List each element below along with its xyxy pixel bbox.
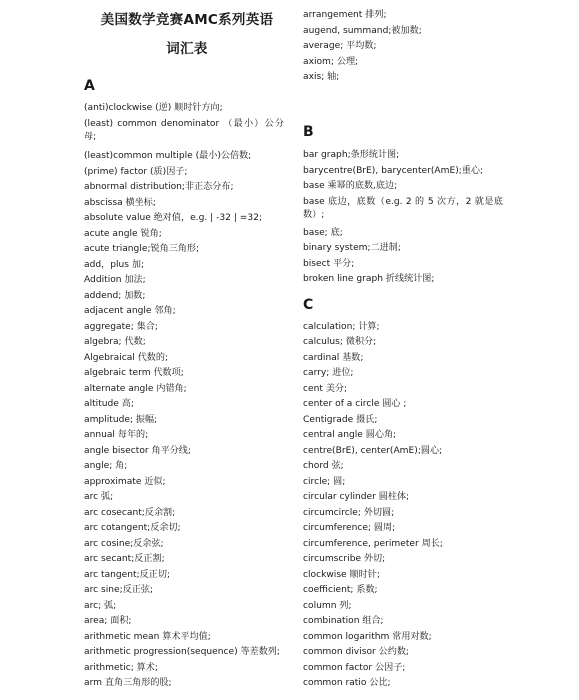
vocab-entry: (anti)clockwise (逆) 顺时针方向; xyxy=(84,103,223,113)
vocab-entry: altitude 高; xyxy=(84,399,134,409)
vocab-entry: circular cylinder 圆柱体; xyxy=(303,492,410,502)
vocab-entry: arc secant;反正割; xyxy=(84,554,165,564)
document-title: 美国数学竞赛AMC系列英语 xyxy=(100,12,274,28)
vocab-entry: base 乘幂的底数,底边; xyxy=(303,181,398,191)
vocab-entry: (least) common denominator （最小）公分母; xyxy=(84,119,284,142)
vocab-entry: calculus; 微积分; xyxy=(303,337,377,347)
vocab-entry: algebraic term 代数项; xyxy=(84,368,184,378)
document-title-line-2: 词汇表 xyxy=(166,41,208,57)
vocab-entry: (prime) factor (质)因子; xyxy=(84,167,188,177)
vocab-entry: circumference; 圆周; xyxy=(303,523,396,533)
vocab-entry: add，plus 加; xyxy=(84,260,145,270)
vocab-entry: (least)common multiple (最小)公倍数; xyxy=(84,151,252,161)
vocab-entry: column 列; xyxy=(303,601,352,611)
vocab-entry: algebra; 代数; xyxy=(84,337,146,347)
vocab-entry: addend; 加数; xyxy=(84,291,146,301)
vocab-entry: common factor 公因子; xyxy=(303,663,406,673)
vocab-entry: bisect 平分; xyxy=(303,259,355,269)
vocab-entry: binary system;二进制; xyxy=(303,243,401,253)
vocab-entry: arithmetic mean 算术平均值; xyxy=(84,632,211,642)
vocab-entry: acute angle 锐角; xyxy=(84,229,162,239)
vocab-entry: circumference, perimeter 周长; xyxy=(303,539,443,549)
vocab-entry: acute triangle;锐角三角形; xyxy=(84,244,200,254)
vocab-entry: adjacent angle 邻角; xyxy=(84,306,176,316)
vocab-entry: arc tangent;反正切; xyxy=(84,570,171,580)
vocab-entry: common ratio 公比; xyxy=(303,678,391,688)
vocab-entry: augend, summand;被加数; xyxy=(303,26,422,36)
vocab-entry: annual 每年的; xyxy=(84,430,149,440)
vocab-entry: base 底边，底数（e.g. 2 的 5 次方，2 就是底数）; xyxy=(303,197,503,220)
section-heading-c: C xyxy=(303,297,314,313)
vocab-entry: cent 美分; xyxy=(303,384,348,394)
vocab-entry: Addition 加法; xyxy=(84,275,146,285)
vocab-entry: circumscribe 外切; xyxy=(303,554,386,564)
vocab-entry: bar graph;条形统计图; xyxy=(303,150,400,160)
vocab-entry: absolute value 绝对值，e.g. | -32 | =32; xyxy=(84,213,263,223)
vocab-entry: arc; 弧; xyxy=(84,601,117,611)
vocab-entry: Centigrade 摄氏; xyxy=(303,415,378,425)
vocab-entry: amplitude; 振幅; xyxy=(84,415,158,425)
vocab-entry: clockwise 顺时针; xyxy=(303,570,380,580)
vocab-entry: angle bisector 角平分线; xyxy=(84,446,191,456)
vocab-entry: chord 弦; xyxy=(303,461,344,471)
vocab-entry: common divisor 公约数; xyxy=(303,647,409,657)
vocab-entry: area; 面积; xyxy=(84,616,132,626)
vocab-entry: angle; 角; xyxy=(84,461,128,471)
vocab-entry: axiom; 公理; xyxy=(303,57,359,67)
vocab-entry: arc cosecant;反余割; xyxy=(84,508,176,518)
vocab-entry: arrangement 排列; xyxy=(303,10,387,20)
vocab-entry: barycentre(BrE), barycenter(AmE);重心; xyxy=(303,166,484,176)
vocab-entry: abscissa 横坐标; xyxy=(84,198,156,208)
vocab-entry: approximate 近似; xyxy=(84,477,166,487)
vocab-entry: central angle 圆心角; xyxy=(303,430,397,440)
vocab-entry: center of a circle 圆心 ; xyxy=(303,399,407,409)
vocab-entry: abnormal distribution;非正态分布; xyxy=(84,182,234,192)
vocab-entry: calculation; 计算; xyxy=(303,322,380,332)
vocab-entry: axis; 轴; xyxy=(303,72,340,82)
vocab-entry: aggregate; 集合; xyxy=(84,322,158,332)
vocab-entry: arc cosine;反余弦; xyxy=(84,539,164,549)
vocab-entry: coefficient; 系数; xyxy=(303,585,378,595)
vocab-entry: arc cotangent;反余切; xyxy=(84,523,181,533)
vocab-entry: circle; 圆; xyxy=(303,477,346,487)
vocab-entry: broken line graph 折线统计图; xyxy=(303,274,435,284)
section-heading-b: B xyxy=(303,124,314,140)
vocab-entry: arm 直角三角形的股; xyxy=(84,678,172,688)
vocab-entry: arc sine;反正弦; xyxy=(84,585,154,595)
vocab-entry: centre(BrE), center(AmE);圆心; xyxy=(303,446,443,456)
section-heading-a: A xyxy=(84,78,95,94)
vocab-entry: arithmetic; 算术; xyxy=(84,663,158,673)
vocab-entry: average; 平均数; xyxy=(303,41,377,51)
vocab-entry: cardinal 基数; xyxy=(303,353,364,363)
vocab-entry: alternate angle 内错角; xyxy=(84,384,187,394)
vocab-entry: common logarithm 常用对数; xyxy=(303,632,432,642)
vocab-entry: combination 组合; xyxy=(303,616,384,626)
vocab-entry: arc 弧; xyxy=(84,492,114,502)
vocab-entry: arithmetic progression(sequence) 等差数列; xyxy=(84,647,280,657)
vocab-entry: carry; 进位; xyxy=(303,368,354,378)
vocab-entry: base; 底; xyxy=(303,228,343,238)
vocab-entry: circumcircle; 外切圆; xyxy=(303,508,395,518)
vocab-entry: Algebraical 代数的; xyxy=(84,353,169,363)
